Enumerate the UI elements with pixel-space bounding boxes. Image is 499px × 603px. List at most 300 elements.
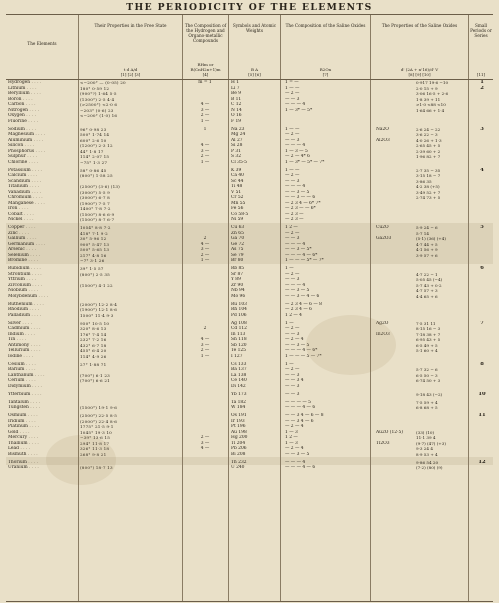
element-name: Aluminium . . . . (8, 137, 44, 143)
cell-fs: 326° 11·3 18 (80, 446, 110, 451)
table-body (6, 80, 493, 601)
cell-sym: Ta 182 (231, 399, 246, 405)
cell-so: 1 — — — 5 — 7* (285, 353, 322, 359)
header-elements: The Elements (27, 41, 57, 46)
cell-per: 7 (480, 320, 484, 326)
cell-oxp: 4·4 65 + 6 (416, 293, 438, 299)
cell-so: 1 — 3 (285, 429, 298, 435)
cell-fs: (1900°) 12·1 8·6 (80, 307, 118, 312)
cell-fs: (1500°) 19·1 9·6 (80, 405, 118, 410)
element-name: Zirconium . . . . (8, 282, 43, 288)
cell-sym: Pt 196 (231, 424, 246, 429)
table-row (6, 359, 493, 367)
cell-so: 1 — 3* — 5* (285, 107, 313, 113)
element-name: Silicon . . . . (8, 143, 35, 148)
cell-sym: W 184 (231, 405, 246, 410)
cell-oxp: 6·95 43 + 5 (416, 337, 441, 342)
table-rows (6, 80, 493, 471)
element-name: Phosphorus . . . . (8, 148, 46, 154)
cell-so: — — 3 — 5 (285, 342, 310, 348)
cell-so: — — 3 — 5* (285, 247, 312, 252)
cell-fs: 114° 4·9 26 (80, 353, 107, 359)
cell-oxp: 3·49 52 + 7 (416, 189, 441, 195)
header-hydrogen-compounds: The Composition of the Hydrogen and Organo-metallic Compounds RHm or R(CnH2n+1)m [4] (182, 15, 228, 79)
cell-sym: Hg 200 (231, 435, 248, 440)
element-name: Tungsten . . . . (8, 405, 41, 410)
element-name: Ytterbium . . . . (8, 391, 42, 397)
cell-hy: 1 (203, 126, 207, 132)
cell-fs: 455° 6·4 20 (80, 348, 107, 353)
cell-oxf: In2O3 (376, 331, 390, 337)
cell-oxp: >1·0 <88 <10 (416, 102, 446, 107)
cell-sym: Rb 85 (231, 266, 245, 271)
cell-so: 1 — — (285, 167, 300, 173)
cell-fs: (1500°) 4·1 22 (80, 282, 113, 288)
cell-oxp: 2·65 45 + 5 (416, 143, 441, 148)
cell-oxp: 4·1 56 + 9 (416, 247, 438, 252)
cell-hy: 2 — (200, 154, 210, 159)
cell-fs: 232° 7·2 16 (80, 337, 107, 342)
cell-oxf: Ag2O (376, 320, 389, 326)
cell-fs: (2000°) 12·2 8·4 (80, 301, 118, 307)
cell-fs: 600° 2·6 10 (80, 137, 107, 143)
cell-so: — — 3 — 4 — 6 (285, 293, 320, 299)
cell-oxp: 2·6 24 − 22 (416, 126, 441, 132)
cell-sym: C 12 (231, 102, 242, 107)
cell-fs: −75° 1·3 27 (80, 159, 108, 165)
cell-oxp: 2·0 15 + 9 (416, 85, 438, 91)
table-row (6, 411, 493, 419)
element-name: Vanadium . . . . (8, 189, 42, 195)
cell-sym: Th 232 (231, 459, 247, 465)
cell-oxp: 11·1 39 4 (416, 435, 436, 440)
element-name: Antimony . . . . (8, 342, 41, 348)
element-name: Osmium . . . . (8, 413, 38, 418)
cell-so: — 2 — (285, 230, 300, 236)
cell-so: — 2 — 4 (285, 337, 304, 342)
element-name: Cerium . . . . (8, 378, 36, 383)
cell-oxp: 2·74 73 + 5 (416, 195, 441, 200)
element-name: Platinum . . . . (8, 424, 40, 429)
cell-sym: Pb 206 (231, 446, 247, 451)
cell-fs: 950° 10·5 10 (80, 320, 110, 326)
cell-fs: 27° 1·88 71 (80, 361, 107, 367)
cell-hy: 3 — (200, 107, 210, 113)
cell-fs: −39° 13·6 15 (80, 435, 111, 440)
cell-fs: 432° 6·7 18 (80, 342, 107, 348)
cell-so: 1 — (285, 266, 294, 271)
element-name: Tin . . . . (8, 337, 27, 342)
element-name: Iron . . . . (8, 206, 29, 211)
cell-fs: 1500° 11·4 9·3 (80, 312, 114, 318)
cell-oxp: 9·3 24 4 (416, 446, 433, 451)
cell-sym: Ti 48 (231, 184, 243, 189)
cell-so: — 2 — 4* 6 (285, 154, 310, 159)
cell-fs: 500° 5·65 13 (80, 247, 110, 252)
table-row (6, 318, 493, 326)
header-saline-oxides: The Composition of the Saline Oxides R2On [7] (280, 15, 370, 79)
cell-fs: (1500°) 8·7 6·7 (80, 217, 115, 222)
element-name: Rhodium . . . . (8, 307, 40, 312)
cell-fs: 114° 2·07 15 (80, 154, 110, 159)
cell-hy: 4 — (200, 446, 210, 451)
cell-oxp: 5·05 45 (−4) (416, 277, 443, 282)
table-row (6, 124, 493, 132)
cell-hy: 2 — (200, 435, 210, 440)
table-row (6, 223, 493, 231)
cell-so: — — 3 4 (285, 378, 304, 383)
element-name: Oxygen . . . . (8, 113, 36, 118)
cell-hy: 1 — (200, 118, 210, 124)
cell-per: 11 (478, 413, 486, 418)
cell-oxp: 7·5 31 11 (416, 320, 436, 326)
element-name: Chromium . . . . (8, 195, 43, 200)
cell-hy: 2 — (200, 113, 210, 118)
cell-sym: Cu 63 (231, 225, 245, 230)
cell-oxp: 5·1 60 + 4 (416, 348, 438, 353)
cell-so: 1 2 — (285, 435, 298, 440)
cell-hy: 2 (203, 236, 207, 241)
cell-sym: O 16 (231, 113, 242, 118)
cell-oxf: Ga2O3 (376, 236, 392, 241)
cell-per: 5 (480, 225, 484, 230)
cell-oxp: 1·96 82 + 7 (416, 154, 441, 159)
header-oxide-properties: The Properties of the Saline Oxides d' (2A + n'16)/d' V [8] [9] [10] (370, 15, 468, 79)
cell-hy: 4 — (200, 337, 210, 342)
cell-sym: Ir 193 (231, 418, 245, 424)
element-name: Iodine . . . . (8, 353, 34, 359)
cell-fs: 44° 1·8 17 (80, 148, 104, 154)
cell-sym: U 240 (231, 465, 245, 470)
cell-so: 1 — (285, 361, 294, 367)
cell-fs: (1300°) 2·5 4·4 (80, 96, 115, 102)
cell-sym: Zr 90 (231, 282, 244, 288)
cell-so: — — 3 (285, 372, 300, 378)
element-name: Nickel . . . . (8, 217, 34, 222)
cell-sym: Mg 24 (231, 132, 246, 137)
cell-oxp: 8·15 16 − 3 (416, 326, 441, 331)
cell-so: — — 3 (285, 96, 300, 102)
element-name: Selenium . . . . (8, 252, 41, 258)
cell-oxp: 7·18 38 + 7 (416, 331, 441, 337)
cell-sym: Ag 108 (231, 320, 247, 326)
cell-oxp: 5·7 32 − 6 (416, 367, 438, 372)
cell-sym: Ca 40 (231, 173, 244, 178)
element-name: Beryllium . . . . (8, 91, 41, 96)
cell-oxf: Tl2O3 (376, 440, 390, 446)
cell-sym: Ru 103 (231, 301, 247, 307)
table-row (6, 465, 493, 471)
cell-per: 1 (480, 80, 484, 85)
element-name: Tantalum . . . . (8, 399, 40, 405)
element-name: Bromine . . . . (8, 258, 39, 263)
cell-oxp: 6·5 49 + 5 (416, 342, 438, 348)
element-name: Lanthanum . . . . (8, 372, 45, 378)
cell-fs: 96° 0·98 23 (80, 126, 107, 132)
element-name: Carbon . . . . (8, 102, 36, 107)
cell-so: — — — 4 (285, 459, 306, 465)
cell-fs: 900° 5·47 13 (80, 241, 110, 247)
element-name: Fluorine . . . . (8, 118, 39, 124)
cell-sym: In 113 (231, 331, 246, 337)
element-name: Potassium . . . . (8, 167, 42, 173)
cell-sym: Ga 70 (231, 236, 245, 241)
element-name: Cadmium . . . . (8, 326, 41, 331)
cell-fs: <−200° (1·0) 16 (80, 113, 118, 118)
cell-so: — — — 4 — 6 (285, 405, 316, 410)
cell-fs: <−200° — (0·05) 20 (80, 80, 126, 85)
cell-fs: 1045° 19·3 10 (80, 429, 112, 435)
cell-fs: 500° 1·74 14 (80, 132, 110, 137)
cell-sym: Nb 94 (231, 288, 245, 293)
cell-so: — — 3 4 — 6 (285, 418, 314, 424)
cell-oxp: 3·06 16·5 + 2·6 (416, 91, 449, 96)
cell-hy: 3 — (200, 342, 210, 348)
cell-fs: (2500°) 22·5 8·5 (80, 413, 118, 418)
cell-sym: Sn 118 (231, 337, 247, 342)
page-title: THE PERIODICITY OF THE ELEMENTS (126, 2, 373, 13)
cell-sym: Yb 173 (231, 391, 247, 397)
cell-so: — — 3 (285, 236, 300, 241)
cell-fs: −203° (0·6) 23 (80, 107, 114, 113)
cell-so: — — 3 (285, 391, 300, 397)
element-name: Gold . . . . (8, 429, 30, 435)
cell-so: — 2 — 4 (285, 424, 304, 429)
cell-so: 1 — 3 — 5 (285, 148, 308, 154)
cell-so: — — — 4 (285, 143, 306, 148)
cell-fs: −7° 3·1 26 (80, 258, 105, 263)
cell-fs: (700°) 6·1 23 (80, 372, 110, 378)
cell-sym: Si 28 (231, 143, 243, 148)
cell-so: — — 3 4 — 6 — 8 (285, 413, 324, 418)
cell-oxp: 1·8 39 + 11 (416, 96, 441, 102)
cell-hy: 4 — (200, 102, 210, 107)
cell-oxp: 7·5 59 + 4 (416, 399, 438, 405)
cell-sym: Li 7 (231, 85, 240, 91)
cell-fs: (1500°) 8·6 6·9 (80, 211, 115, 217)
cell-so: — — 3 (285, 137, 300, 143)
cell-sym: Cl 35·5 (231, 159, 247, 165)
cell-oxp: 3·15 18 − 7 (416, 173, 441, 178)
cell-oxp: 4·7 57 + 3 (416, 288, 438, 293)
element-name: Bismuth . . . . (8, 451, 38, 457)
cell-sym: Y 89 (231, 277, 241, 282)
cell-so: — — — 4 — 6* (285, 252, 318, 258)
table-row (6, 299, 493, 307)
cell-sym: Co 58·5 (231, 211, 249, 217)
cell-oxp: 6·74 50 + 3 (416, 378, 441, 383)
cell-oxp: 0·917 19·6 −10 (416, 80, 449, 85)
cell-hy: 2 — (200, 348, 210, 353)
element-name: Iridium . . . . (8, 418, 36, 424)
cell-per: 4 (480, 167, 484, 173)
cell-so: — — 3 (285, 178, 300, 184)
element-name: Sulphur . . . . (8, 154, 37, 159)
cell-hy: 4 — (200, 241, 210, 247)
cell-fs: 1775° 21·5 9·1 (80, 424, 114, 429)
cell-oxp: (5·1) (36) (+4) (416, 236, 446, 241)
cell-fs: (3000°) 6·7 8 (80, 195, 110, 200)
cell-fs: (900°?) 1·64 5·5 (80, 91, 117, 96)
cell-sym: Sr 87 (231, 271, 244, 277)
cell-oxp: 6·5 50 − 3 (416, 372, 438, 378)
cell-oxp: 3·6 22 − 3 (416, 132, 438, 137)
cell-hy: 2 (203, 326, 207, 331)
cell-so: — 2 3 4 — 6* 7* (285, 200, 321, 206)
cell-so: — 2 — 4 (285, 446, 304, 451)
cell-sym: Sc 44 (231, 178, 244, 184)
cell-sym: S 32 (231, 154, 241, 159)
cell-so: — 2 — (285, 91, 300, 96)
cell-per: 8 (480, 361, 484, 367)
cell-oxp: (9·7) (47) (+3) (416, 440, 446, 446)
cell-fs: (2500°) (3·6) (13) (80, 184, 120, 189)
cell-so: 1 — (285, 320, 294, 326)
cell-oxp: 8·9 53 + 4 (416, 451, 438, 457)
cell-per: 6 (480, 266, 484, 271)
cell-sym: Os 191 (231, 413, 247, 418)
cell-fs: 268° 9·8 21 (80, 451, 107, 457)
element-name: Mercury . . . . (8, 435, 39, 440)
cell-fs: 217° 4·8 16 (80, 252, 107, 258)
element-name: Silver . . . . (8, 320, 33, 326)
cell-so: — — — 4 (285, 102, 306, 107)
cell-per: 3 (480, 126, 484, 132)
cell-oxf: Cu2O (376, 225, 389, 230)
cell-so: 1 — — — 5* — 7* (285, 258, 324, 263)
cell-so: — — — 4 (285, 282, 306, 288)
cell-oxp: 9·18 43 (−2) (416, 391, 443, 397)
cell-sym: Br 80 (231, 258, 244, 263)
element-name: Magnesium . . . . (8, 132, 46, 137)
cell-so: — 2 3 4 — 6 — 8 (285, 301, 322, 307)
cell-fs: (3000°) 5·5 9 (80, 189, 110, 195)
cell-so: — — 3 — 5 (285, 288, 310, 293)
element-name: Rubidium . . . . (8, 266, 41, 271)
cell-hy: 1 — (200, 159, 210, 165)
cell-sym: Au 198 (231, 429, 247, 435)
element-name: Germanium . . . . (8, 241, 46, 247)
cell-hy: 4 — (200, 143, 210, 148)
header-symbols: Symbols and Atomic Weights B A [5] [6] (228, 15, 280, 79)
cell-fs: (1200°) 2·3 12 (80, 143, 113, 148)
element-name: Arsenic . . . . (8, 247, 36, 252)
cell-so: 1 — — (285, 126, 300, 132)
element-name: Calcium . . . . (8, 173, 38, 178)
cell-oxp: 5·7 43 + 0·2 (416, 282, 442, 288)
element-name: Gallium . . . . (8, 236, 37, 241)
cell-hy: 1 — (200, 353, 210, 359)
cell-sym: Cr 52 (231, 195, 244, 200)
cell-sym: B 11 (231, 96, 242, 102)
cell-so: — — 3 — 5 (285, 451, 310, 457)
element-name: Chlorine . . . . (8, 159, 39, 165)
element-name: Manganese . . . . (8, 200, 45, 206)
cell-so: 1 — — (285, 85, 300, 91)
cell-sym: Na 23 (231, 126, 245, 132)
cell-hy: 1 — (200, 258, 210, 263)
cell-oxp: 9·86 54 20 (416, 459, 439, 465)
cell-hy: m = 1 (198, 80, 212, 85)
element-name: Tellurium . . . . (8, 348, 41, 353)
cell-sym: Ge 72 (231, 241, 245, 247)
cell-sym: Te 125 (231, 348, 246, 353)
element-name: Uranium . . . . (8, 465, 39, 470)
cell-hy: 3 — (200, 148, 210, 154)
cell-fs: (800°) 2·5 35 (80, 271, 110, 277)
cell-so: — — — — 5 (285, 399, 311, 405)
cell-sym: Zn 65 (231, 230, 244, 236)
cell-hy: 3 — (200, 440, 210, 446)
cell-oxp: 4·0 26 + 1·3 (416, 137, 442, 143)
cell-sym: I 127 (231, 353, 243, 359)
cell-sym: As 75 (231, 247, 244, 252)
cell-so: — 2 — (285, 367, 300, 372)
cell-so: — — — 4 — 6 (285, 465, 316, 470)
cell-oxp: (33) (10) (416, 429, 435, 435)
cell-so: — 2 3 — (285, 217, 304, 222)
cell-fs: 58° 0·86 45 (80, 167, 107, 173)
cell-sym: Ni 59 (231, 217, 244, 222)
element-name: Lead . . . . (8, 446, 31, 451)
cell-hy: 2 — (200, 252, 210, 258)
cell-fs: 320° 8·6 13 (80, 326, 107, 331)
cell-so: — 2 — (285, 132, 300, 137)
cell-sym: Ba 137 (231, 367, 247, 372)
cell-so: — 2 3 — (285, 211, 304, 217)
cell-so: — 2 — (285, 271, 300, 277)
cell-sym: Mo 96 (231, 293, 246, 299)
header-free-state: Their Properties in the Free State t d A/d [1] [2] [3] (78, 15, 182, 79)
cell-so: 1 — 3 (285, 440, 298, 446)
table-row (6, 165, 493, 173)
cell-sym: Cd 112 (231, 326, 247, 331)
element-name: Indium . . . . (8, 331, 35, 337)
cell-fs: (1900°) 7·5 7 (80, 200, 110, 206)
element-name: Didymium . . . . (8, 383, 42, 389)
cell-fs: (700°) 6·6 21 (80, 378, 110, 383)
cell-so: 1 2 — 4 (285, 312, 302, 318)
cell-fs: 294° 11·8 17 (80, 440, 110, 446)
cell-so: — 2 3 — — 6* (285, 206, 316, 211)
cell-per: 10 (478, 391, 486, 397)
cell-sym: H 1 (231, 80, 240, 85)
element-name: Cobalt . . . . (8, 211, 34, 217)
cell-sym: P 31 (231, 148, 241, 154)
element-name: Titanium . . . . (8, 184, 40, 189)
cell-oxp: 2·39 60 + 2 (416, 148, 441, 154)
cell-sym: La 138 (231, 372, 247, 378)
element-name: Palladium . . . . (8, 312, 42, 318)
cell-so: — — 3 (285, 383, 300, 389)
cell-sym: Be 9 (231, 91, 242, 96)
table-row (6, 457, 493, 465)
element-name: Niobium . . . . (8, 288, 39, 293)
cell-so: — 2 3 4 — 6 (285, 307, 312, 312)
element-name: Copper . . . . (8, 225, 36, 230)
cell-fs: 1054° 8·8 7·2 (80, 225, 111, 230)
element-name: Sodium . . . . (8, 126, 37, 132)
cell-oxp: 4·7 44 + 5 (416, 241, 438, 247)
element-name: Boron . . . . (8, 96, 33, 102)
cell-oxp: 3·86 35 (416, 178, 432, 184)
cell-so: — — — 4 (285, 241, 306, 247)
table-header (6, 15, 493, 80)
cell-fs: (2000°) 22·4 8·6 (80, 418, 118, 424)
table-row (6, 397, 493, 405)
element-name: Lithium . . . . (8, 85, 37, 91)
cell-sym: Se 79 (231, 252, 244, 258)
